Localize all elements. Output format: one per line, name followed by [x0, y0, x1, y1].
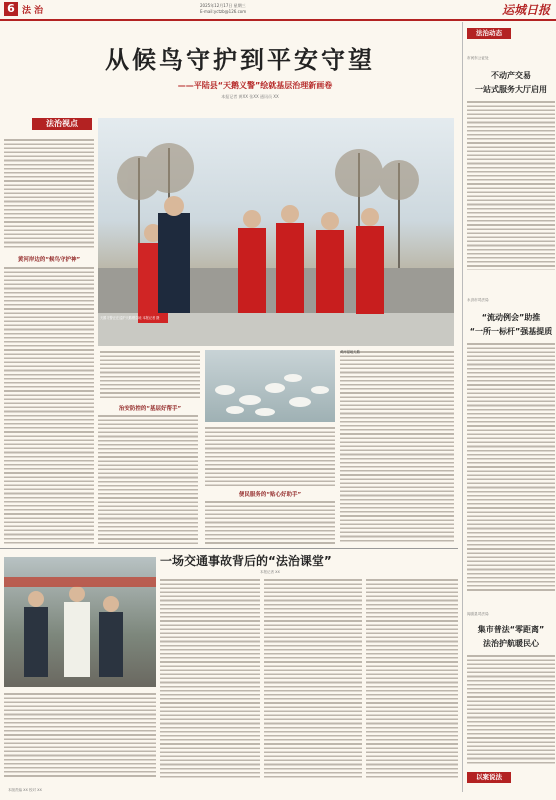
page-number: 6	[4, 2, 18, 16]
bottom-text-2	[264, 578, 362, 778]
left-text-1	[4, 138, 94, 248]
left-text-2	[4, 266, 94, 544]
center-text-2	[205, 426, 335, 486]
bottom-byline: 本报记者 XX	[260, 570, 280, 574]
left-text-3	[98, 414, 198, 544]
headline-subtitle: ——平陆县“天鹅义警”绘就基层治理新画卷	[177, 81, 333, 90]
article1-title-1: 不动产交易	[491, 71, 531, 80]
bottom-text-1	[160, 578, 260, 778]
article3-title-2: 法治护航暖民心	[483, 639, 539, 648]
swan-photo	[205, 350, 335, 422]
paper-logo: 运城日报	[501, 3, 550, 17]
article2-body	[467, 342, 555, 592]
article1-body	[467, 100, 555, 270]
article1-title-2: 一站式服务大厅启用	[475, 85, 547, 94]
masthead-rule	[0, 19, 556, 21]
main-photo	[98, 118, 454, 346]
lower-divider	[0, 548, 458, 549]
right-column	[462, 22, 556, 792]
section-tag-fazhishidian: 法治视点	[32, 118, 92, 130]
center-text-4	[340, 350, 454, 544]
email: E-mail:yctzb@126.com	[200, 9, 247, 14]
article3-title-1: 集市普法“零距离”	[477, 625, 545, 634]
article2-title-2: “一所一标杆”强基提质	[469, 327, 553, 336]
center-subhead-1: 治安防控的“基层好帮手”	[118, 406, 182, 412]
traffic-photo	[4, 557, 156, 687]
section-tag-fazhidongtai: 法治动态	[467, 28, 511, 39]
section-tag-yianshuofa: 以案说法	[467, 772, 511, 783]
masthead	[0, 0, 556, 22]
center-subhead-2: 便民服务的“贴心好助手”	[238, 492, 302, 498]
article3-body	[467, 654, 555, 766]
article3-source: 闻喜县司法局	[467, 612, 489, 616]
swan-caption: 黄河湿地天鹅	[340, 350, 360, 354]
bottom-text-3	[366, 578, 458, 778]
footer: 本版责编 XX 校对 XX	[8, 788, 42, 792]
bottom-headline: 一场交通事故背后的“法治课堂”	[160, 554, 332, 568]
center-text-1	[100, 350, 200, 400]
traffic-scene	[4, 557, 156, 687]
center-text-3	[205, 500, 335, 544]
left-subhead-1: 黄河岸边的“候鸟守护神”	[17, 257, 81, 263]
headline-byline: 本报记者 黄XX 张XX 通讯员 XX	[221, 94, 279, 99]
issue-date: 2025年12月17日 星期三	[200, 3, 246, 8]
article2-title-1: “流动例会”助推	[481, 313, 541, 322]
swan-flock	[205, 350, 335, 422]
main-photo-scene	[98, 118, 454, 346]
article1-source: 市河东公证处	[467, 56, 489, 60]
article2-source: 永济市司法局	[467, 298, 489, 302]
main-headline: 从候鸟守护到平安守望	[105, 46, 375, 74]
bottom-left-text	[4, 692, 156, 778]
section-name: 法 治	[22, 6, 44, 16]
main-photo-caption: 天鹅义警正在巡护天鹅栖息地 本报记者 摄	[100, 316, 160, 320]
